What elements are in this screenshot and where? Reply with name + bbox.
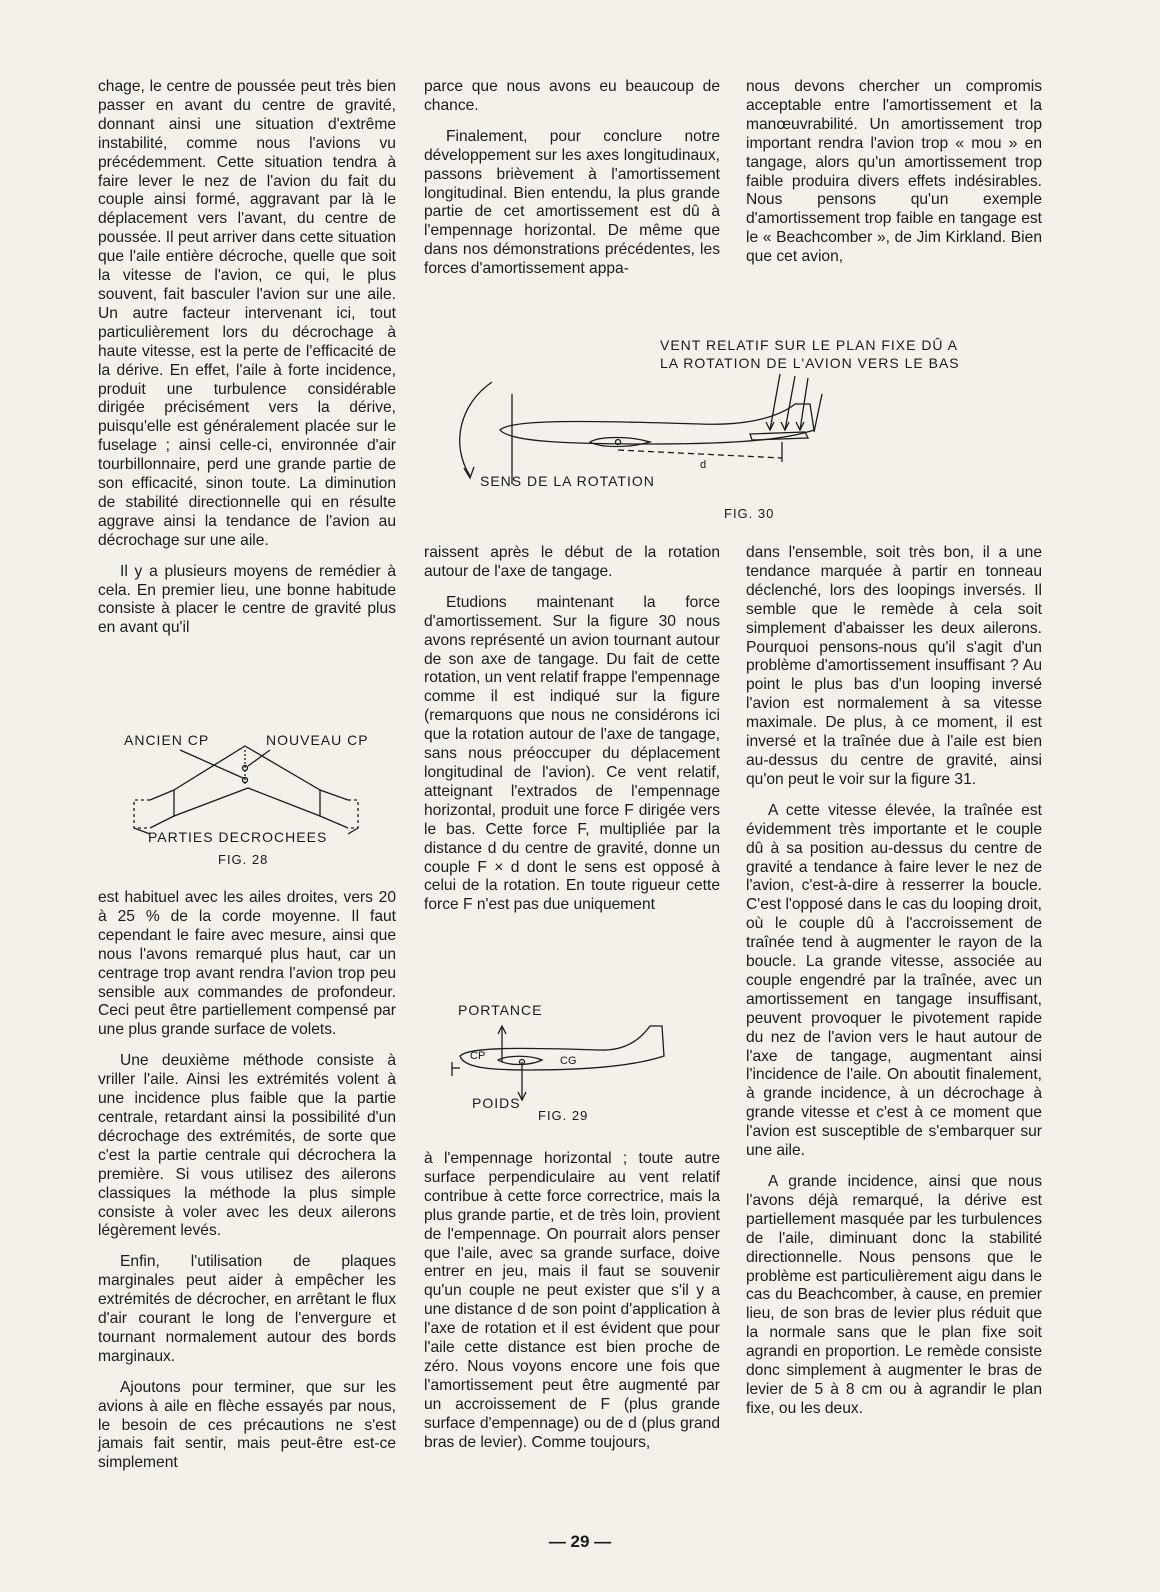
figure-28 (120, 728, 390, 878)
paragraph: Une deuxième méthode consiste à vriller l'aile. Ainsi les extrémités volent à une incidence plus faible que la partie centrale, retardant ainsi la possibilité d'un décrochage des extrémités, de sorte que c'est la partie centrale qui décrochera la première. Si vous utilisez des ailerons classiques la méthode la plus simple consiste à voler avec les deux ailerons légèrement levés. (98, 1052, 396, 1240)
fig28-label-new-cp: NOUVEAU CP (266, 732, 369, 748)
page-number: — 29 — (548, 1532, 612, 1551)
fig30-label-rotation: SENS DE LA ROTATION (480, 473, 655, 489)
paragraph: Enfin, l'utilisation de plaques marginales peut aider à empêcher les extrémités de décrocher, en arrêtant le flux d'air courant le long de l'envergure et tournant normalement autour des bords marginaux. (98, 1253, 396, 1365)
fig29-label-cp: CP (470, 1050, 486, 1062)
column-3-middle (746, 544, 1042, 1431)
column-3-top (746, 78, 1042, 279)
paragraph: à l'empennage horizontal ; toute autre surface perpendiculaire au vent relatif contribue à cette force correctrice, mais la plus grande partie, et de très loin, provient de l'empennage. On pourrait alors penser que l'aile, avec sa grande surface, doive entrer en jeu, mais il faut se souvenir qu'un couple ne peut exister que s'il y a une distance d de son point d'application à l'axe de rotation et il est évident que pour l'aile cette distance est bien proche de zéro. Nous voyons encore une fois que l'amortissement peut être augmenté par un accroissement de F (plus grande surface d'empennage) ou de d (plus grand bras de levier). Comme toujours, (424, 1150, 720, 1451)
airplane-lift-weight-diagram (452, 1026, 664, 1100)
figure-29 (450, 1000, 720, 1140)
fig30-title-line1: VENT RELATIF SUR LE PLAN FIXE DÛ A (660, 337, 958, 353)
figure-30 (450, 334, 1020, 530)
paragraph: Ajoutons pour terminer, que sur les avions à aile en flèche essayés par nous, le besoin de ces précautions ne s'est jamais fait sentir, mais peut-être est-ce simplement (98, 1378, 396, 1472)
fig29-caption: FIG. 29 (538, 1108, 589, 1123)
paragraph: Finalement, pour conclure notre développement sur les axes longitudinaux, passons brièvement à l'amortissement longitudinal. Bien entendu, la plus grande partie de cet amortissement est dû à l'empennage horizontal. De même que dans nos démonstrations précédentes, les forces d'amortissement appa- (424, 127, 720, 278)
column-1-top (98, 78, 396, 650)
paragraph: dans l'ensemble, soit très bon, il a une tendance marquée à partir en tonneau déclenché, lors des loopings inversés. Il semble que le remède à cela soit simplement d'abaisser les deux ailerons. Pourquoi pensons-nous qu'il s'agit d'un problème d'amortissement insuffisant ? Au point le plus bas d'un looping inversé l'avion est normalement à sa vitesse maximale. De plus, à ce moment, il est inversé et la traînée due à l'aile est bien au-dessus du centre de gravité, ainsi qu'on peut le voir sur la figure 31. (746, 544, 1042, 788)
paragraph: A cette vitesse élevée, la traînée est évidemment très importante et le couple dû à sa position au-dessus du centre de gravité a tendance à faire lever le nez de l'avion, c'est-à-dire à resserrer la boucle. C'est l'opposé dans le cas du looping droit, où le couple dû à l'accroissement de traînée tend à augmenter le rayon de la boucle. La grande vitesse, associée au couple engendré par la traînée, avec un amortissement en tangage insuffisant, peuvent provoquer le pivotement rapide du nez de l'avion vers le haut autour de l'axe de tangage, augmentant ainsi l'incidence de l'aile. On aboutit finalement, à grande incidence, à un décrochage à grande vitesse et c'est à ce moment que l'avion est susceptible de s'embarquer sur une aile. (746, 801, 1042, 1160)
paragraph: Etudions maintenant la force d'amortissement. Sur la figure 30 nous avons représenté un avion tournant autour de son axe de tangage. Du fait de cette rotation, un vent relatif frappe l'empennage comme il est indiqué sur la figure (remarquons que nous ne considérons ici que la rotation autour de l'axe de tangage, sans nous préoccuper du déplacement longitudinal de l'avion). Ce vent relatif, atteignant l'extrados de l'empennage horizontal, produit une force F dirigée vers le bas. Cette force F, multipliée par la distance d du centre de gravité, donne un couple F × d dont le sens est opposé à celui de la rotation. En toute rigueur cette force F n'est pas due uniquement (424, 593, 720, 914)
fig30-caption: FIG. 30 (724, 506, 775, 521)
fig28-caption: FIG. 28 (218, 852, 269, 867)
paragraph: chage, le centre de poussée peut très bien passer en avant du centre de gravité, donnant ainsi une situation d'extrême instabilité, comme nous l'avions vu précédemment. Cette situation tendra à faire lever le nez de l'avion du fait du couple ainsi formé, aggravant par là le déplacement vers l'avant, du centre de poussée. Il peut arriver dans cette situation que l'aile entière décroche, quelle que soit la vitesse de l'avion, ce qui, le plus souvent, fait basculer l'avion sur une aile. Un autre facteur intervenant ici, tout particulièrement lors du décrochage à haute vitesse, est la perte de l'efficacité de la dérive. En effet, l'aile à forte incidence, produit une turbulence considérable dirigée précisément vers la dérive, puisqu'elle est généralement placée sur le fuselage ; ainsi celle-ci, environnée d'air tourbillonnaire, perd une grande partie de son efficacité, sinon toute. La diminution de stabilité directionnelle qui en résulte aggrave ainsi la tendance de l'avion au décrochage sur une aile. (98, 78, 396, 549)
fig29-label-cg: CG (560, 1055, 577, 1067)
airplane-side-diagram (460, 374, 822, 484)
fig30-title-line2: LA ROTATION DE L'AVION VERS LE BAS (660, 355, 960, 371)
swept-wing-diagram (134, 746, 358, 834)
fig28-label-old-cp: ANCIEN CP (124, 732, 210, 748)
fig29-label-lift: PORTANCE (458, 1002, 543, 1018)
fig28-label-stalled: PARTIES DECROCHEES (148, 829, 328, 845)
column-1-bottom (98, 889, 396, 1485)
paragraph: A grande incidence, ainsi que nous l'avons déjà remarqué, la dérive est partiellement masquée par les turbulences de l'aile, diminuant donc la stabilité directionnelle. Nous pensons que le problème est particulièrement aigu dans le cas du Beachcomber, à cause, en premier lieu, de son bras de levier plus réduit que la normale sans que le plan fixe soit agrandi en proportion. Le remède consiste donc simplement à augmenter le bras de levier de 5 à 8 cm ou à agrandir le plan fixe, ou les deux. (746, 1173, 1042, 1417)
paragraph: est habituel avec les ailes droites, vers 20 à 25 % de la corde moyenne. Il faut cependant le faire avec mesure, ainsi que nous l'avons remarqué plus haut, car un centrage trop avant rendra l'avion trop peu sensible aux commandes de profondeur. Ceci peut être partiellement compensé par une plus grande surface de volets. (98, 889, 396, 1039)
paragraph: raissent après le début de la rotation autour de l'axe de tangage. (424, 544, 720, 580)
column-2-top (424, 78, 720, 291)
paragraph: parce que nous avons eu beaucoup de chance. (424, 78, 720, 114)
paragraph: nous devons chercher un compromis acceptable entre l'amortissement et la manœuvrabilité. Un amortissement trop important rendra l'avion trop « mou » en tangage, alors qu'un amortissement trop faible produira divers effets indésirables. Nous pensons qu'un exemple d'amortissement trop faible en tangage est le « Beachcomber », de Jim Kirkland. Bien que cet avion, (746, 78, 1042, 266)
paragraph: Il y a plusieurs moyens de remédier à cela. En premier lieu, une bonne habitude consiste à placer le centre de gravité plus en avant qu'il (98, 562, 396, 637)
column-2-middle (424, 544, 720, 927)
column-2-bottom (424, 1150, 720, 1465)
fig29-label-weight: POIDS (472, 1095, 521, 1111)
fig30-label-d: d (700, 459, 707, 471)
